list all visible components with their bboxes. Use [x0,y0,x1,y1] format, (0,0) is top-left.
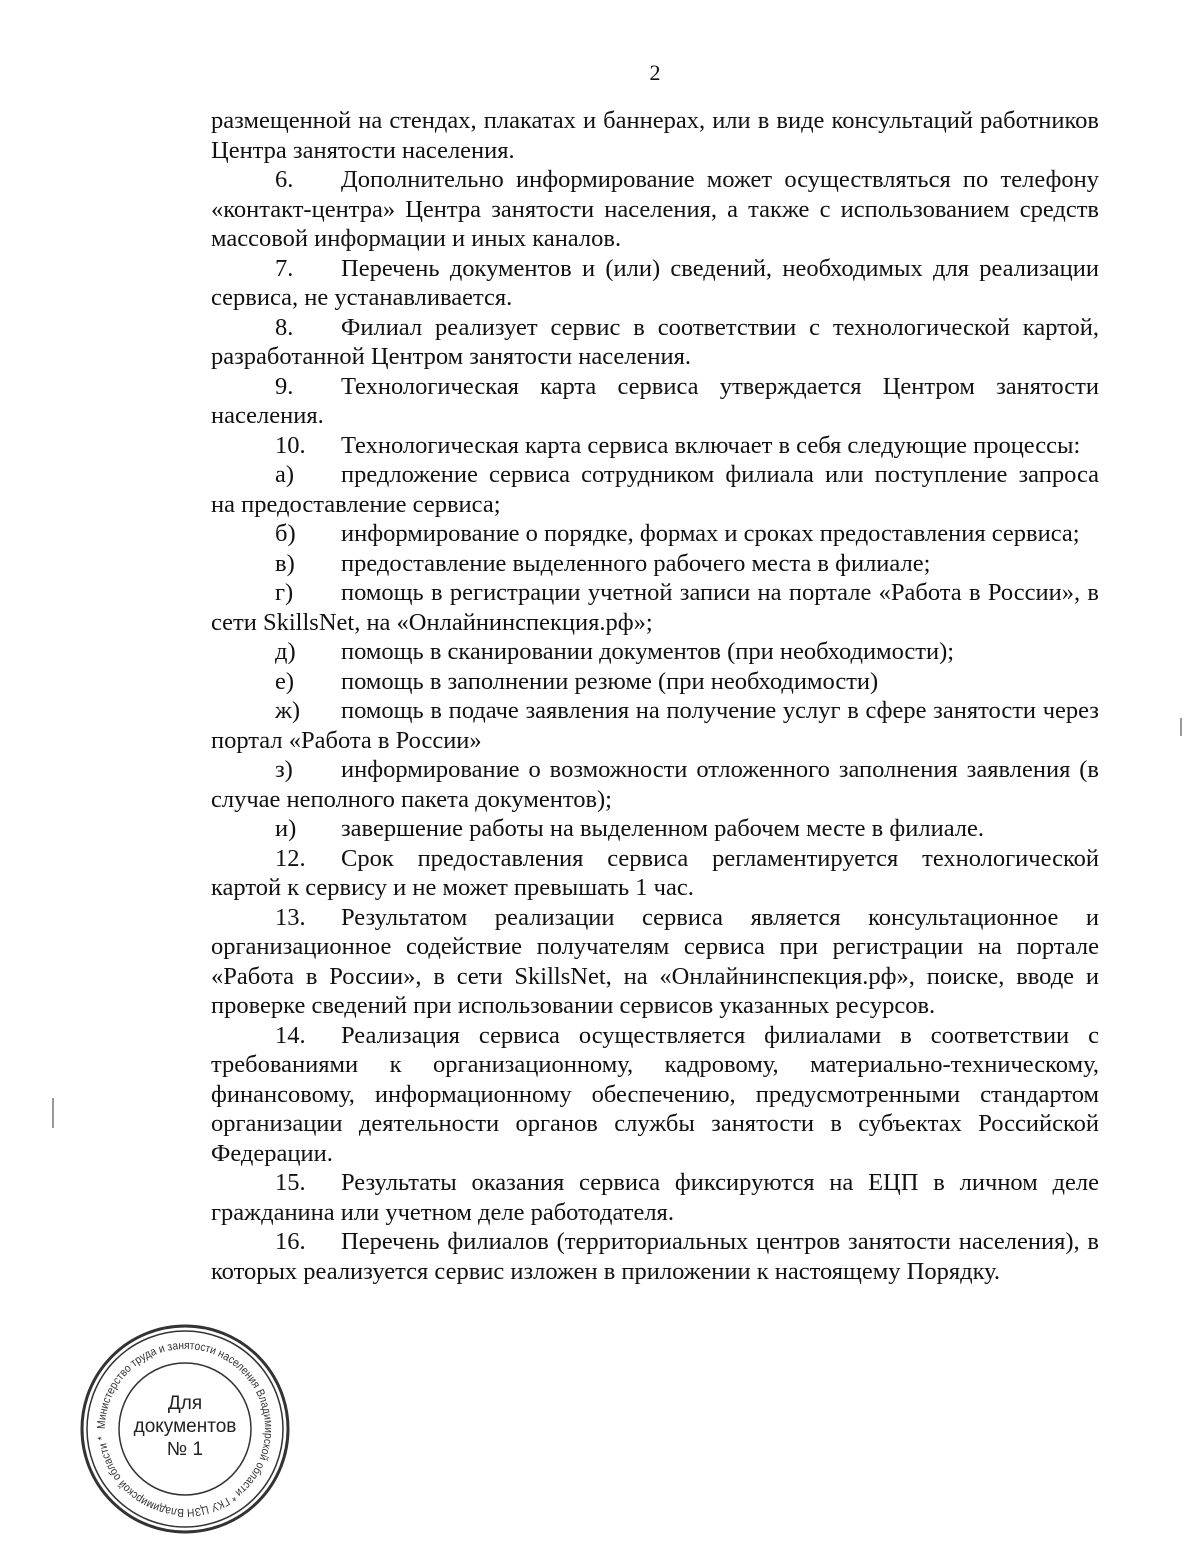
paragraph-pd [211,637,1099,667]
paragraph-text: помощь в подаче заявления на получение услуг в сфере занятости через портал «Работа в России» [211,697,1099,754]
paragraph-p14 [211,1021,1099,1169]
paragraph-number: д) [275,638,296,665]
paragraph-text: информирование о возможности отложенного заполнения заявления (в случае неполного пакета документов); [211,756,1099,813]
seal-line-1: Для [167,1393,203,1414]
paragraph-text: Технологическая карта сервиса утверждается Центром занятости населения. [211,372,1099,429]
scan-edge-mark [52,1098,54,1128]
paragraph-pz [211,755,1099,814]
paragraph-number: б) [275,520,296,547]
document-body [211,106,1099,1286]
paragraph-text: помощь в регистрации учетной записи на портале «Работа в России», в сети SkillsNet, на «Онлайнинспекция.рф»; [211,579,1099,636]
organization-seal [78,1322,292,1536]
seal-line-3: № 1 [166,1439,204,1460]
paragraph-text: размещенной на стендах, плакатах и баннерах, или в виде консультаций работников Центра занятости населения. [211,107,1099,164]
paragraph-p7 [211,254,1099,313]
paragraph-text: предоставление выделенного рабочего места в филиале; [341,549,931,577]
paragraph-pi [211,814,1099,844]
scan-edge-mark [1180,718,1182,736]
paragraph-number: 7. [275,254,294,282]
paragraph-number: ж) [275,697,301,724]
paragraph-text: Филиал реализует сервис в соответствии с технологической картой, разработанной Центром занятости населения. [211,313,1099,370]
seal-line-2: документов [133,1416,237,1437]
paragraph-number: 12. [275,844,306,872]
paragraph-text: Перечень филиалов (территориальных центров занятости населения), в которых реализуется сервис изложен в приложении к настоящему Порядку. [211,1228,1099,1285]
paragraph-number: а) [275,461,295,488]
paragraph-text: Результаты оказания сервиса фиксируются на ЕЦП в личном деле гражданина или учетном деле работодателя. [211,1169,1099,1226]
paragraph-number: 10. [275,431,306,459]
seal-ring-text: Министерство труда и занятости населения Владимирской области * ГКУ ЦЗН Владимирской области * [95,1339,275,1519]
paragraph-text: помощь в заполнении резюме (при необходимости) [341,667,879,695]
paragraph-pg [211,578,1099,637]
paragraph-pb [211,519,1099,549]
page-number: 2 [649,60,661,85]
paragraph-p15 [211,1168,1099,1227]
seal-center-text [78,1392,292,1461]
paragraph-text: помощь в сканировании документов (при необходимости); [341,638,955,665]
paragraph-text: завершение работы на выделенном рабочем месте в филиале. [341,815,985,842]
paragraph-pv [211,549,1099,579]
paragraph-number: 13. [275,903,306,931]
paragraph-p0 [211,106,1099,165]
paragraph-number: 15. [275,1169,306,1196]
paragraph-pzh [211,696,1099,755]
paragraph-number: 8. [275,313,294,341]
paragraph-number: е) [275,667,295,695]
paragraph-p10 [211,431,1099,461]
paragraph-pa [211,460,1099,519]
paragraph-p8 [211,313,1099,372]
paragraph-text: Дополнительно информирование может осуществляться по телефону «контакт-центра» Центра занятости населения, а также с использованием средств массовой информации и иных каналов. [211,166,1099,252]
paragraph-number: и) [275,815,297,842]
paragraph-number: 14. [275,1021,306,1049]
paragraph-p12 [211,844,1099,903]
paragraph-number: в) [275,549,295,577]
paragraph-text: Результатом реализации сервиса является консультационное и организационное содействие получателям сервиса при регистрации на портале «Работа в России», в сети SkillsNet, на «Онлайнинспекция.рф», поиске, вводе и проверке сведений при использовании сервисов указанных ресурсов. [211,903,1099,1019]
paragraph-p6 [211,165,1099,254]
paragraph-pe [211,667,1099,697]
paragraph-number: 9. [275,372,294,400]
paragraph-text: Технологическая карта сервиса включает в себя следующие процессы: [341,431,1081,459]
paragraph-text: Срок предоставления сервиса регламентируется технологической картой к сервису и не может превышать 1 час. [211,844,1099,901]
paragraph-text: предложение сервиса сотрудником филиала или поступление запроса на предоставление сервиса; [211,461,1099,518]
paragraph-number: 6. [275,166,294,193]
paragraph-text: информирование о порядке, формах и сроках предоставления сервиса; [341,520,1080,547]
paragraph-p9 [211,372,1099,431]
paragraph-text: Реализация сервиса осуществляется филиалами в соответствии с требованиями к организационному, кадровому, материально-техническому, финансовому, информационному обеспечению, предусмотренными стандартом организации деятельности органов службы занятости в субъектах Российской Федерации. [211,1021,1099,1167]
paragraph-p16 [211,1227,1099,1286]
paragraph-number: г) [275,579,294,606]
paragraph-text: Перечень документов и (или) сведений, необходимых для реализации сервиса, не устанавливается. [211,254,1099,311]
paragraph-number: з) [275,756,293,783]
paragraph-p13 [211,903,1099,1021]
paragraph-number: 16. [275,1228,306,1255]
